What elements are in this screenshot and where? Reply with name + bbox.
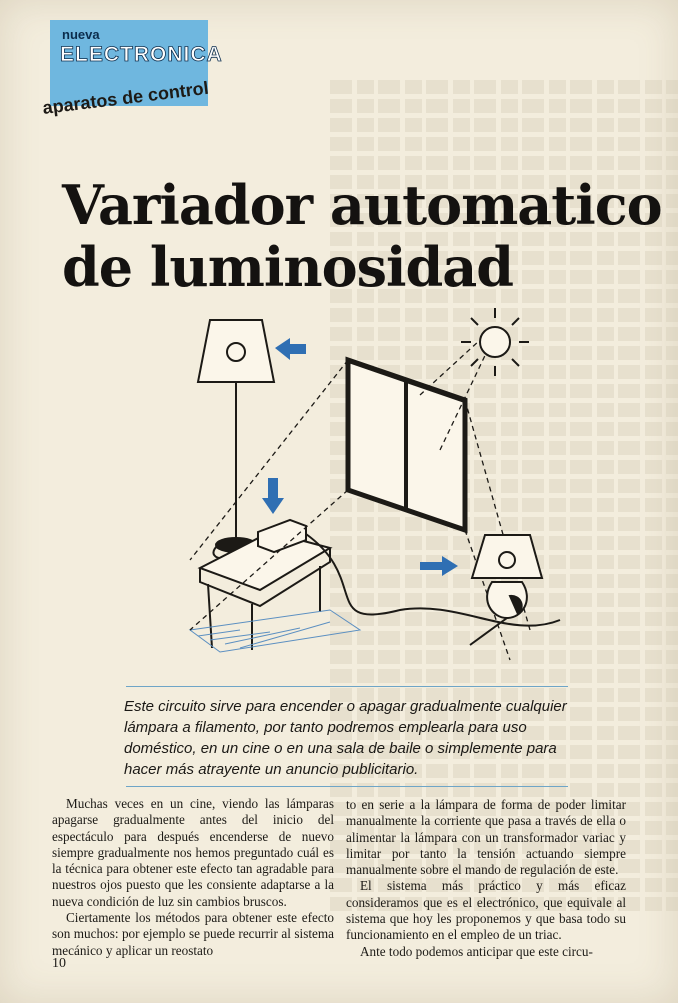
title-line-2: de luminosidad [62,235,514,299]
arrow-right-icon [420,556,458,576]
intro-rule-top [126,686,568,687]
col2-paragraph-3: Ante todo podemos anticipar que este circu- [360,943,593,959]
body-column-2 [346,797,626,960]
body-column-1 [52,796,334,959]
title-line-1: Variador automatico [62,173,662,237]
illustration [180,300,580,665]
article-title [62,174,662,298]
arrow-down-icon [262,478,284,514]
badge-small-text: nueva [62,27,100,42]
intro-rule-bottom [126,786,568,787]
floor-lamp-shade [198,320,274,382]
col1-paragraph-1: Muchas veces en un cine, viendo las lámparas apagarse gradualmente antes del inicio del espectáculo para después encenderse de nuevo siempre gradualmente nos hemos preguntado cuál es la técnica para obtener este efecto tan agradable para nuestros ojos puesto que les consiente adaptarse a la nueva condición de luz sin cambios bruscos. [52,796,334,909]
col2-paragraph-2: El sistema más práctico y más eficaz consideramos que es el electrónico, que equivale al sistema que hoy les proponemos y que basa todo su funcionamiento en el empleo de un triac. [346,878,626,943]
table-lamp-shade [472,535,542,578]
col1-paragraph-2: Ciertamente los métodos para obtener este efecto son muchos: por ejemplo se puede recurrir al sistema mecánico y aplicar un reostato [52,910,334,958]
page-number: 10 [52,956,66,971]
sun [480,327,510,357]
col2-paragraph-1: to en serie a la lámpara de forma de poder limitar manualmente la corriente que pasa a través de ella o alimentar la lámpara con un transformador variac y limitar por tanto la tensión actuando siempre manualmente sobre el mando de regulación de este. [346,797,626,878]
section-label: aparatos de control [41,77,210,119]
table-shadow [190,610,360,652]
intro-paragraph: Este circuito sirve para encender o apagar gradualmente cualquier lámpara a filamento, por tanto podremos emplearla para uso doméstico, en un cine o en una sala de baile o simplemente para hacer más atrayente un anuncio publicitario. [124,698,567,778]
arrow-left-icon [275,338,306,360]
badge-main-text: ELECTRONICA [60,43,223,66]
